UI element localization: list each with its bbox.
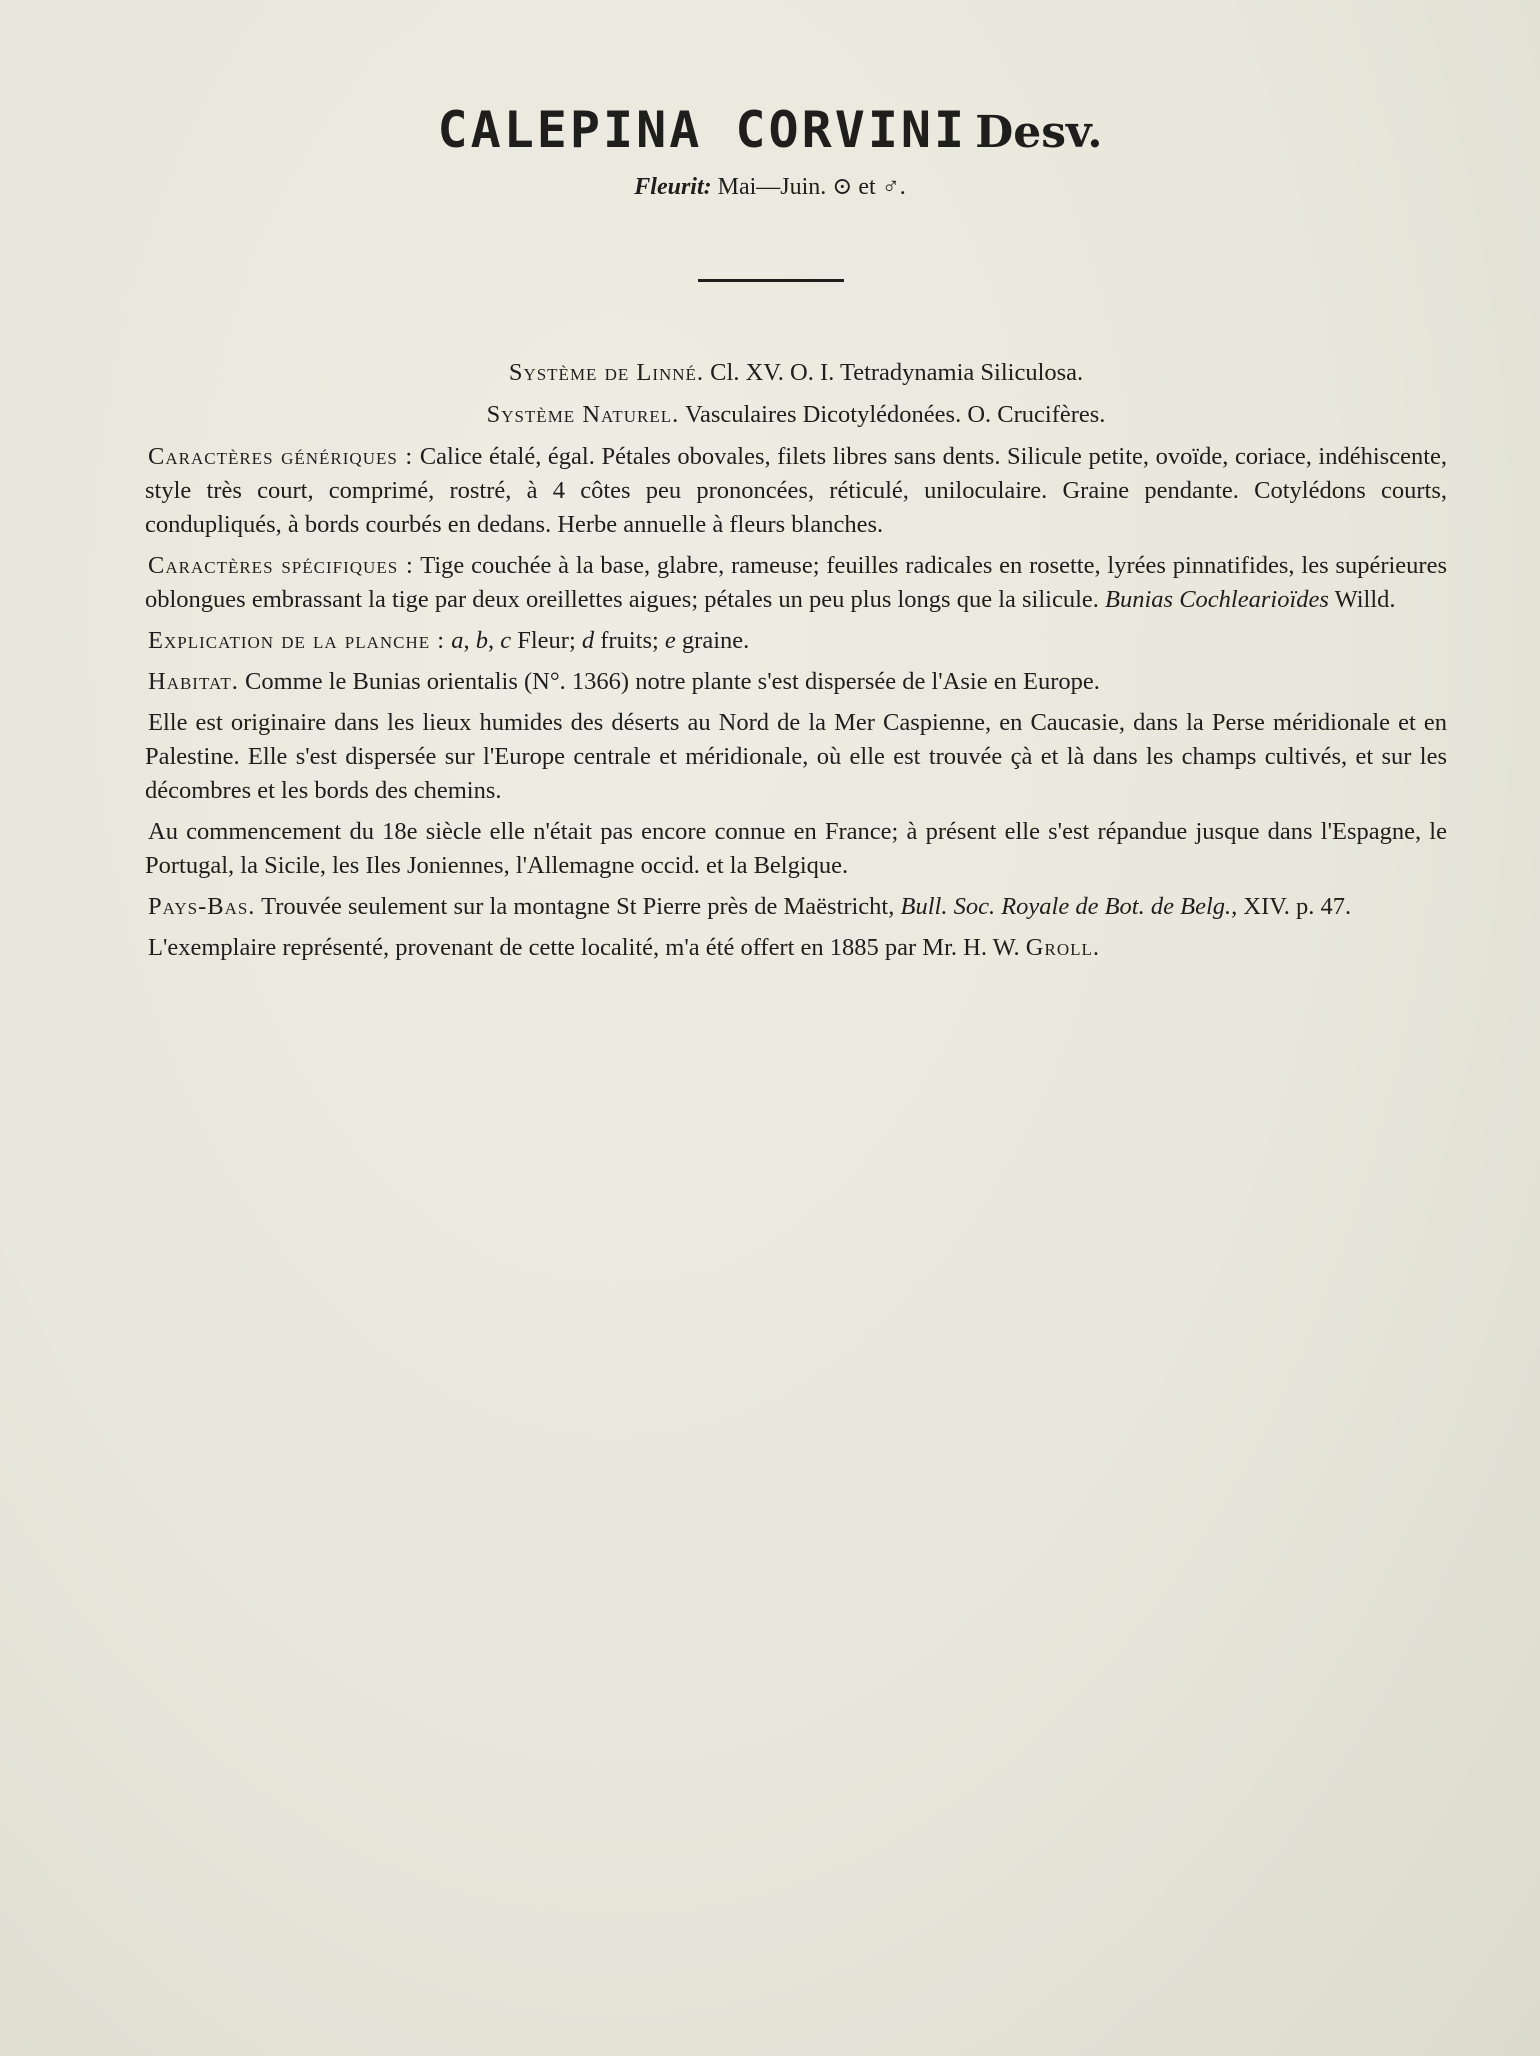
habitat-label: Habitat. <box>148 668 239 695</box>
linne-label: Système de Linné. <box>508 359 705 386</box>
flowering-text: Mai—Juin. ⊙ et ♂. <box>717 174 906 200</box>
plate-explanation-paragraph <box>145 624 1447 658</box>
species-name: CALEPINA CORVINI <box>437 101 968 159</box>
explanation-label: Explication de la planche : <box>148 627 446 654</box>
figure-text-fruits: fruits; <box>600 627 659 654</box>
generic-label: Caractères génériques : <box>148 443 414 470</box>
paysbas-reference: Bull. Soc. Royale de Bot. de Belg., <box>900 893 1238 920</box>
specific-text: Tige couchée à la base, glabre, rameuse; feuilles radicales en rosette, lyrées pinnatifides, les supérieures oblongues embrassant la tige par deux oreillettes aigues; pétales un peu plus longs que la silicule. <box>145 552 1448 613</box>
linne-text: Cl. XV. O. I. Tetradynamia Siliculosa. <box>710 359 1084 386</box>
synonym-author: Willd. <box>1334 586 1396 613</box>
specific-label: Caractères spécifiques : <box>148 552 414 579</box>
habitat-paragraph <box>145 665 1447 699</box>
specific-characters-paragraph <box>145 549 1447 617</box>
naturel-text: Vasculaires Dicotylédonées. O. Crucifères. <box>684 401 1106 428</box>
donor-name: Groll. <box>1025 934 1100 961</box>
generic-text: Calice étalé, égal. Pétales obovales, filets libres sans dents. Silicule petite, ovoïde, coriace, indéhiscente, style très court, comprimé, rostré, à 4 côtes peu prononcées, réticulé, uniloculaire. Graine pendante. Cotylédons courts, condupliqués, à bords courbés en dedans. Herbe annuelle à fleurs blanches. <box>145 443 1447 538</box>
specimen-text: L'exemplaire représenté, provenant de cette localité, m'a été offert en 1885 par Mr. H. W. <box>148 934 1020 961</box>
document-body <box>145 356 1447 972</box>
species-title <box>0 100 1540 160</box>
figure-text-flower: Fleur; <box>517 627 576 654</box>
paysbas-reference-tail: XIV. p. 47. <box>1243 893 1352 920</box>
generic-characters-paragraph <box>145 440 1447 542</box>
netherlands-paragraph <box>145 890 1447 924</box>
history-paragraph <box>145 815 1447 883</box>
title-block <box>0 100 1540 201</box>
figure-letter-c: c <box>500 627 512 654</box>
habitat-text: Comme le Bunias orientalis (N°. 1366) notre plante s'est dispersée de l'Asie en Europe. <box>245 668 1100 695</box>
distribution-text: Elle est originaire dans les lieux humides des déserts au Nord de la Mer Caspienne, en Caucasie, dans la Perse méridionale et en Palestine. Elle s'est dispersée sur l'Europe centrale et méridionale, où elle est trouvée çà et là dans les champs cultivés, et sur les décombres et les bords des chemins. <box>145 709 1447 804</box>
flowering-line <box>0 172 1540 201</box>
figure-letter-e: e <box>664 627 676 654</box>
paysbas-label: Pays-Bas. <box>148 893 256 920</box>
naturel-label: Système Naturel. <box>486 401 680 428</box>
linne-system-line <box>145 356 1447 390</box>
history-text: Au commencement du 18e siècle elle n'était pas encore connue en France; à présent elle s'est répandue jusque dans l'Espagne, le Portugal, la Sicile, les Iles Joniennes, l'Allemagne occid. et la Belgique. <box>145 818 1447 879</box>
natural-system-line <box>145 398 1447 432</box>
figure-text-seed: graine. <box>681 627 750 654</box>
figure-separator-2: , <box>487 627 495 654</box>
figure-letter-b: b <box>475 627 488 654</box>
specimen-paragraph <box>145 931 1447 965</box>
flowering-label: Fleurit: <box>634 174 712 200</box>
figure-separator-1: , <box>463 627 470 654</box>
distribution-paragraph <box>145 706 1447 808</box>
species-author: Desv. <box>975 107 1103 158</box>
paysbas-text: Trouvée seulement sur la montagne St Pierre près de Maëstricht, <box>261 893 895 920</box>
figure-letter-d: d <box>581 627 595 654</box>
figure-letter-a: a <box>451 627 464 654</box>
title-divider <box>698 279 844 282</box>
synonym-name: Bunias Cochlearioïdes <box>1105 586 1329 613</box>
